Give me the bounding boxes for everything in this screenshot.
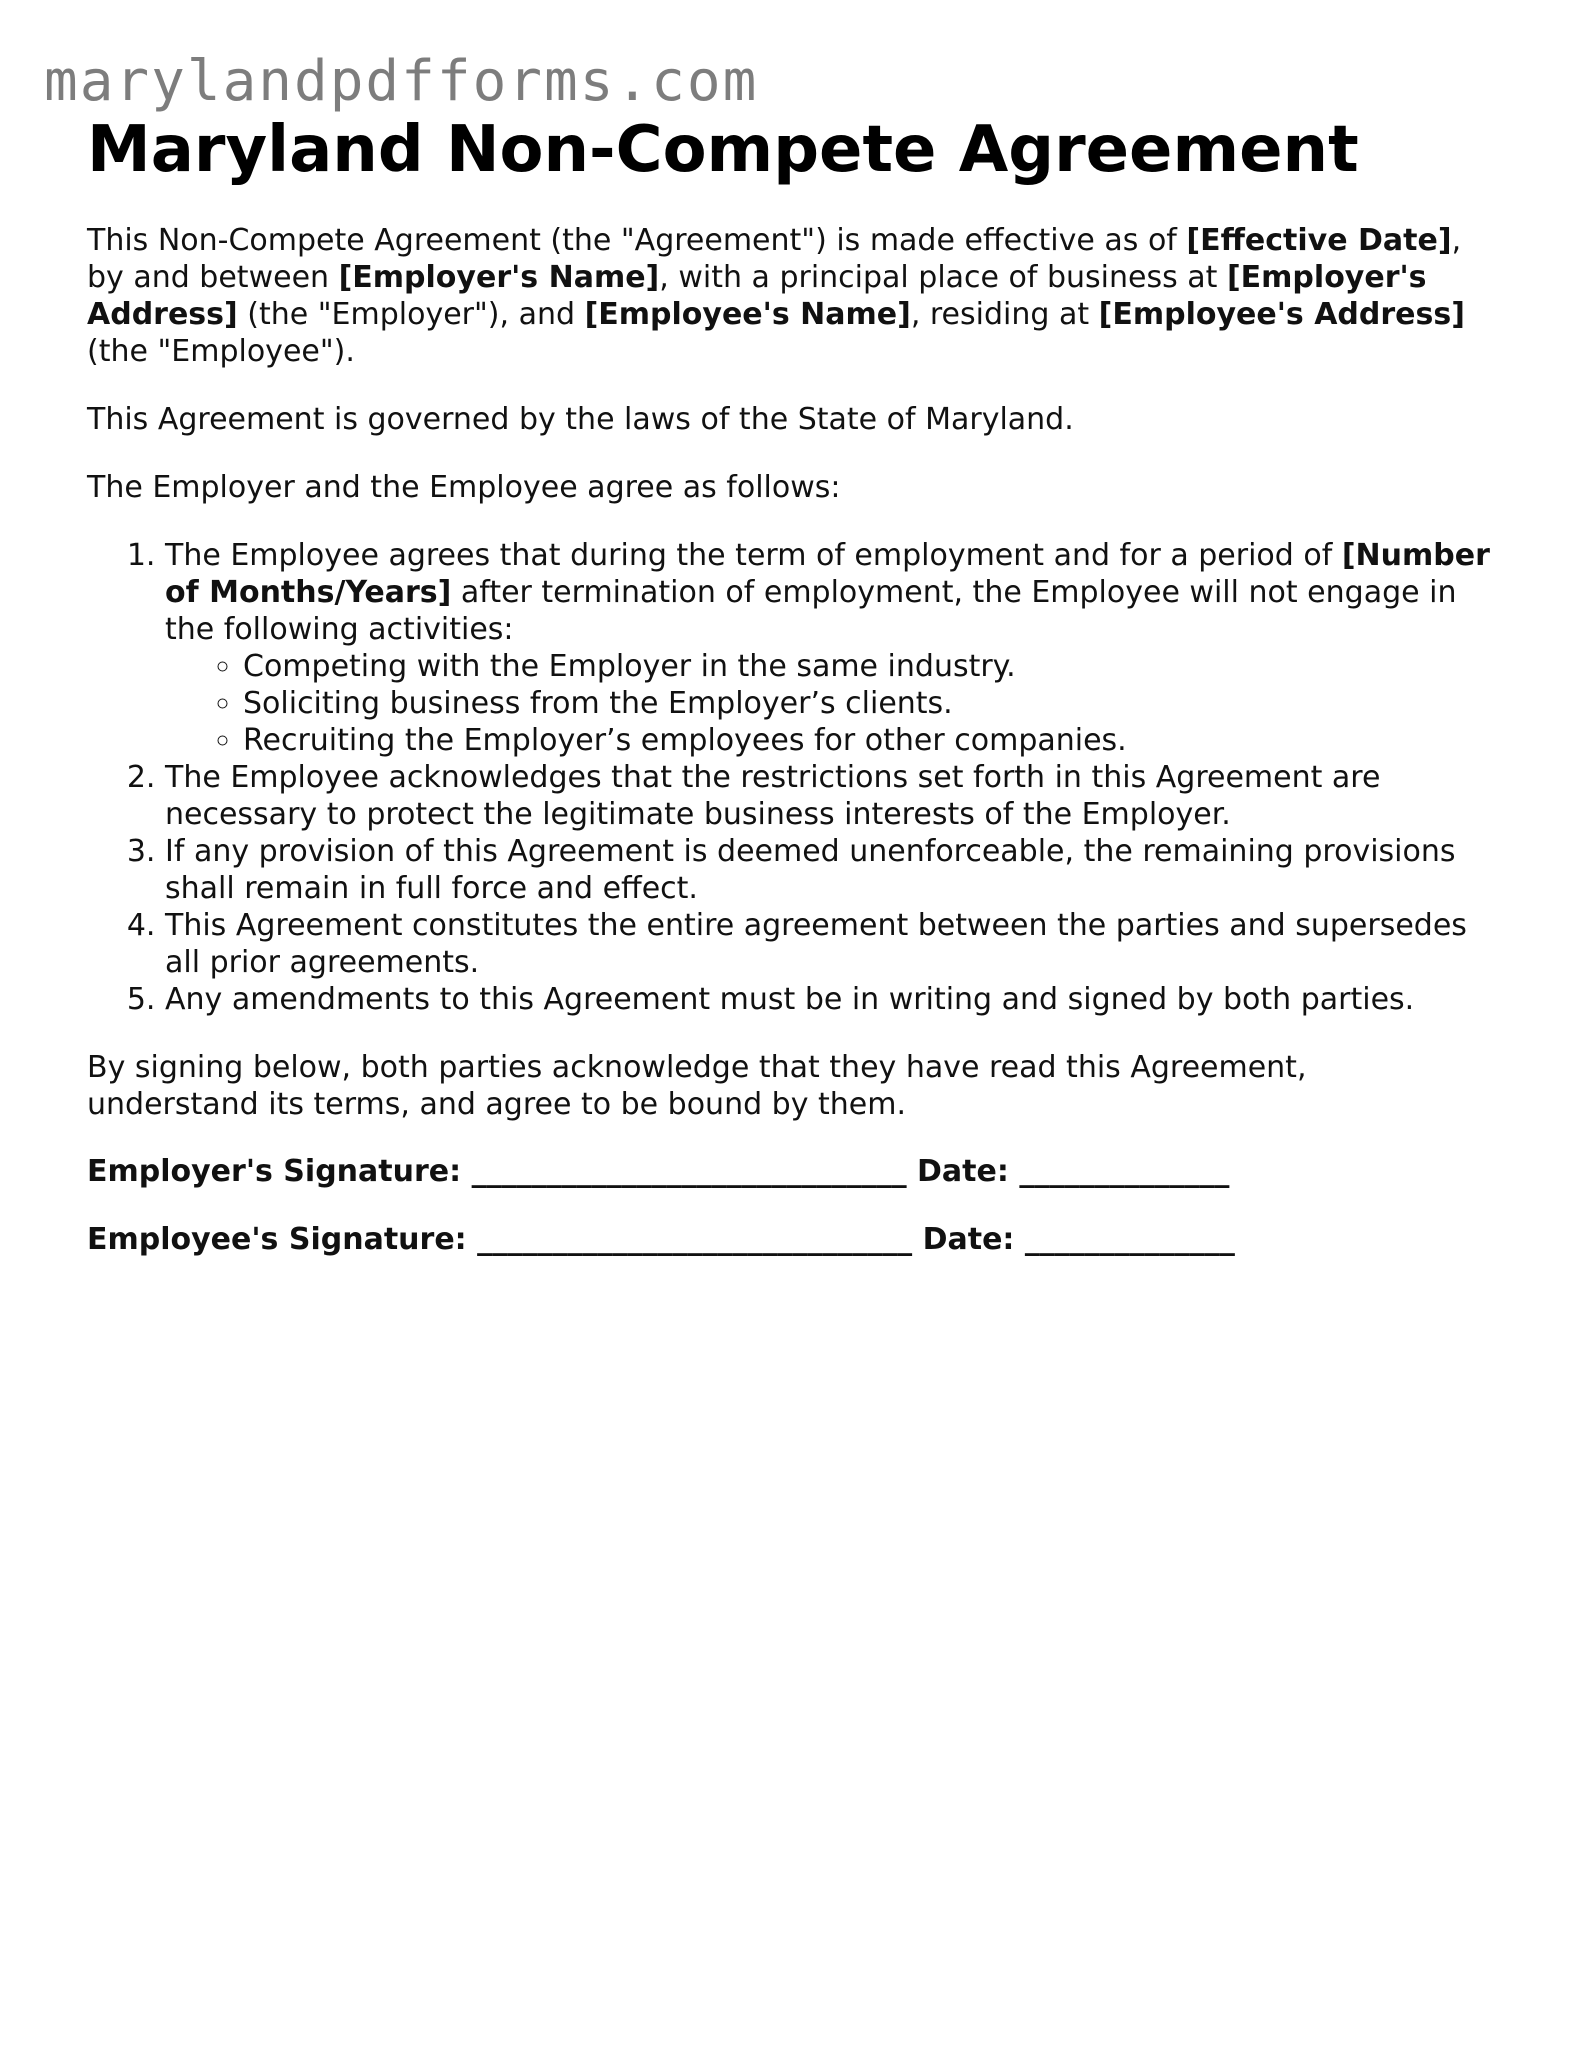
employer-address-placeholder: [Employer's Address]	[87, 260, 1427, 332]
intro-text-6: (the "Employee").	[87, 334, 355, 369]
employer-name-placeholder: [Employer's Name]	[338, 260, 660, 295]
employee-date-label: Date:	[922, 1222, 1015, 1257]
employee-signature-label: Employee's Signature:	[87, 1222, 467, 1257]
term-1-text-b: after termination of employment, the Employee will not engage in the following activities:	[165, 575, 1457, 647]
activity-item: ◦ Competing with the Employer in the same industry.	[243, 648, 1507, 685]
document-title: Maryland Non-Compete Agreement	[87, 113, 1359, 187]
governing-law-paragraph: This Agreement is governed by the laws of the State of Maryland.	[87, 402, 1074, 437]
restricted-activities-list	[165, 648, 1507, 759]
term-item-1	[165, 537, 1507, 759]
term-item-2: 2. The Employee acknowledges that the restrictions set forth in this Agreement are necessary to protect the legitimate business interests of the Employer.	[165, 759, 1507, 833]
intro-text-3: , with a principal place of business at	[659, 260, 1227, 295]
document-page	[87, 108, 1507, 1258]
closing-paragraph: By signing below, both parties acknowledge that they have read this Agreement, understand its terms, and agree to be bound by them.	[87, 1050, 1307, 1122]
terms-list	[87, 537, 1507, 1018]
term-item-4: 4. This Agreement constitutes the entire agreement between the parties and supersedes all prior agreements.	[165, 907, 1507, 981]
employer-signature-line[interactable]: _____________________________	[471, 1154, 907, 1189]
employee-signature-row	[87, 1221, 1507, 1258]
employee-name-placeholder: [Employee's Name]	[584, 297, 911, 332]
period-placeholder: [Number of Months/Years]	[165, 538, 1490, 610]
term-item-5: 5. Any amendments to this Agreement must be in writing and signed by both parties.	[165, 981, 1507, 1018]
intro-paragraph	[87, 222, 1487, 370]
employer-date-label: Date:	[917, 1154, 1009, 1189]
term-item-3: 3. If any provision of this Agreement is deemed unenforceable, the remaining provisions shall remain in full force and effect.	[165, 833, 1507, 907]
term-1-text-a: The Employee agrees that during the term of employment and for a period of	[165, 538, 1342, 573]
intro-text-2: , by and between	[87, 223, 1462, 295]
employee-date-line[interactable]: ______________	[1024, 1222, 1235, 1257]
effective-date-placeholder: [Effective Date]	[1186, 223, 1452, 258]
activity-item: ◦ Recruiting the Employer’s employees for other companies.	[243, 722, 1507, 759]
intro-text-5: , residing at	[910, 297, 1099, 332]
employer-signature-row	[87, 1153, 1507, 1190]
employer-date-line[interactable]: ______________	[1019, 1154, 1230, 1189]
activity-item: ◦ Soliciting business from the Employer’s clients.	[243, 685, 1507, 722]
employee-address-placeholder: [Employee's Address]	[1098, 297, 1465, 332]
watermark-text: marylandpdfforms.com	[44, 49, 759, 114]
employer-signature-label: Employer's Signature:	[87, 1154, 462, 1189]
intro-text-1: This Non-Compete Agreement (the "Agreement") is made effective as of	[87, 223, 1187, 258]
intro-text-4: (the "Employer"), and	[237, 297, 585, 332]
employee-signature-line[interactable]: _____________________________	[477, 1222, 913, 1257]
agree-statement: The Employer and the Employee agree as follows:	[87, 470, 841, 505]
